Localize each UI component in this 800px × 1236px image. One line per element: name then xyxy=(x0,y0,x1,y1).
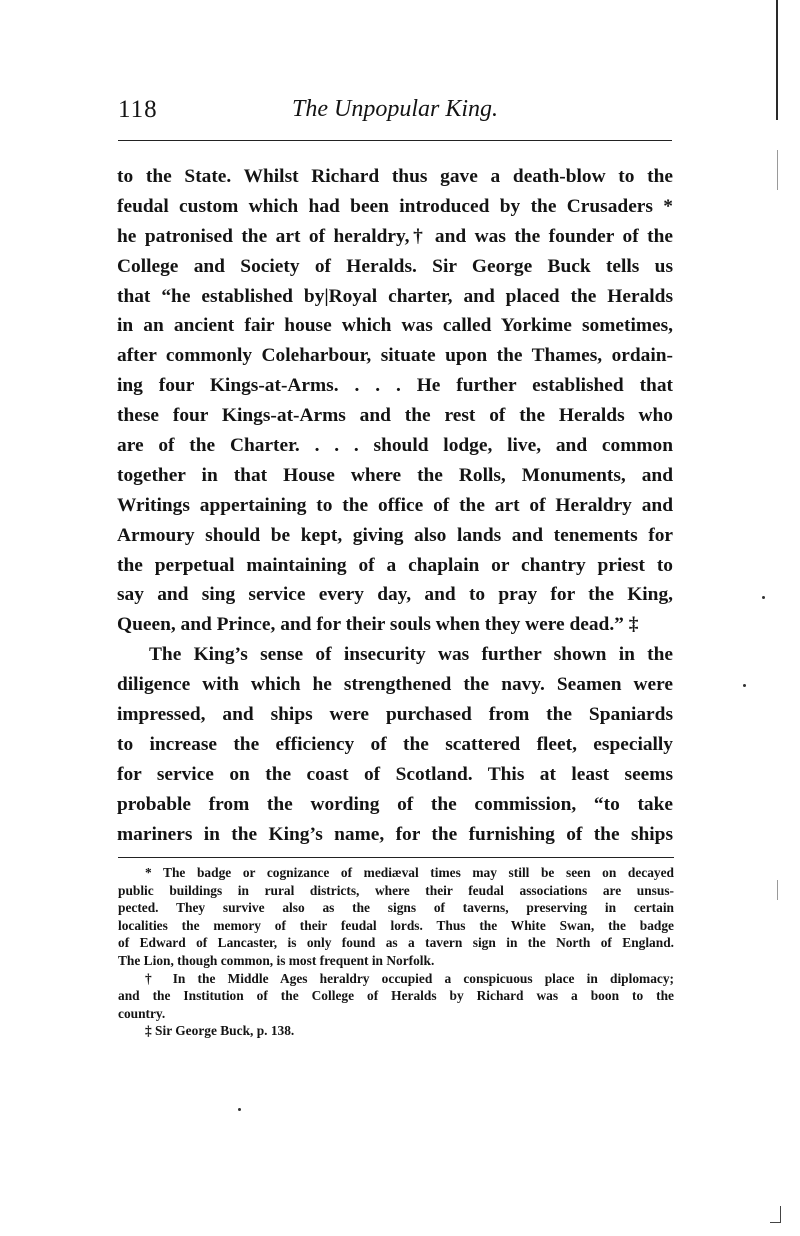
body-line: together in that House where the Rolls, Monuments, and xyxy=(117,464,673,486)
body-line: say and sing service every day, and to pray for the King, xyxy=(117,584,673,606)
body-line: Armoury should be kept, giving also lands and tenements for xyxy=(117,524,673,546)
footnote-line: * The badge or cognizance of mediæval times may still be seen on decayed xyxy=(145,865,674,880)
body-line: feudal custom which had been introduced by the Crusaders * xyxy=(117,195,673,217)
body-text xyxy=(117,162,673,849)
scan-speck xyxy=(743,684,746,687)
body-line: the perpetual maintaining of a chaplain or chantry priest to xyxy=(117,554,673,576)
page-title: The Unpopular King. xyxy=(291,96,498,122)
scan-speck xyxy=(238,1108,241,1111)
body-line: College and Society of Heralds. Sir George Buck tells us xyxy=(117,255,673,277)
footnote-rule xyxy=(118,857,674,858)
body-line: that “he established by|Royal charter, and placed the Heralds xyxy=(117,285,673,307)
body-line: mariners in the King’s name, for the furnishing of the ships xyxy=(117,823,673,845)
footnote-line: ‡ Sir George Buck, p. 138. xyxy=(145,1023,295,1039)
footnote-line: localities the memory of their feudal lords. Thus the White Swan, the badge xyxy=(118,917,674,933)
footnote-line: pected. They survive also as the signs of taverns, preserving in certain xyxy=(118,900,674,916)
footnote-line: country. xyxy=(118,1005,166,1021)
running-head xyxy=(118,96,672,130)
footnote-line: public buildings in rural districts, where their feudal associations are unsus- xyxy=(118,882,674,898)
body-line: ing four Kings-at-Arms. . . . He further established that xyxy=(117,375,673,397)
footnote-line: The Lion, though common, is most frequent in Norfolk. xyxy=(118,952,435,968)
footnote-line: of Edward of Lancaster, is only found as a tavern sign in the North of England. xyxy=(118,935,674,951)
header-rule xyxy=(118,140,672,141)
body-line: impressed, and ships were purchased from the Spaniards xyxy=(117,704,673,726)
body-line: The King’s sense of insecurity was further shown in the xyxy=(149,644,673,666)
body-line: Queen, and Prince, and for their souls when they were dead.” ‡ xyxy=(117,614,639,636)
page-edge xyxy=(776,0,778,120)
body-line: these four Kings-at-Arms and the rest of the Heralds who xyxy=(117,405,673,427)
footnote-line: and the Institution of the College of Heralds by Richard was a boon to the xyxy=(118,988,674,1004)
body-line: after commonly Coleharbour, situate upon the Thames, ordain- xyxy=(117,345,673,367)
body-line: to increase the efficiency of the scattered fleet, especially xyxy=(117,733,673,755)
footnotes xyxy=(118,864,674,1040)
body-line: probable from the wording of the commission, “to take xyxy=(117,793,673,815)
page-number: 118 xyxy=(118,96,158,123)
body-line: in an ancient fair house which was called Yorkime sometimes, xyxy=(117,315,673,337)
body-line: for service on the coast of Scotland. This at least seems xyxy=(117,763,673,785)
footnote-line: † In the Middle Ages heraldry occupied a conspicuous place in diplomacy; xyxy=(145,970,674,986)
body-line: diligence with which he strengthened the navy. Seamen were xyxy=(117,674,673,696)
body-line: are of the Charter. . . . should lodge, live, and common xyxy=(117,435,673,457)
body-line: he patronised the art of heraldry,† and was the founder of the xyxy=(117,225,673,247)
scan-speck xyxy=(762,596,765,599)
page-edge-mark xyxy=(777,150,778,190)
page-corner-mark xyxy=(770,1206,781,1223)
body-line: to the State. Whilst Richard thus gave a death-blow to the xyxy=(117,166,673,187)
page-edge-mark xyxy=(777,880,778,900)
body-line: Writings appertaining to the office of the art of Heraldry and xyxy=(117,494,673,516)
